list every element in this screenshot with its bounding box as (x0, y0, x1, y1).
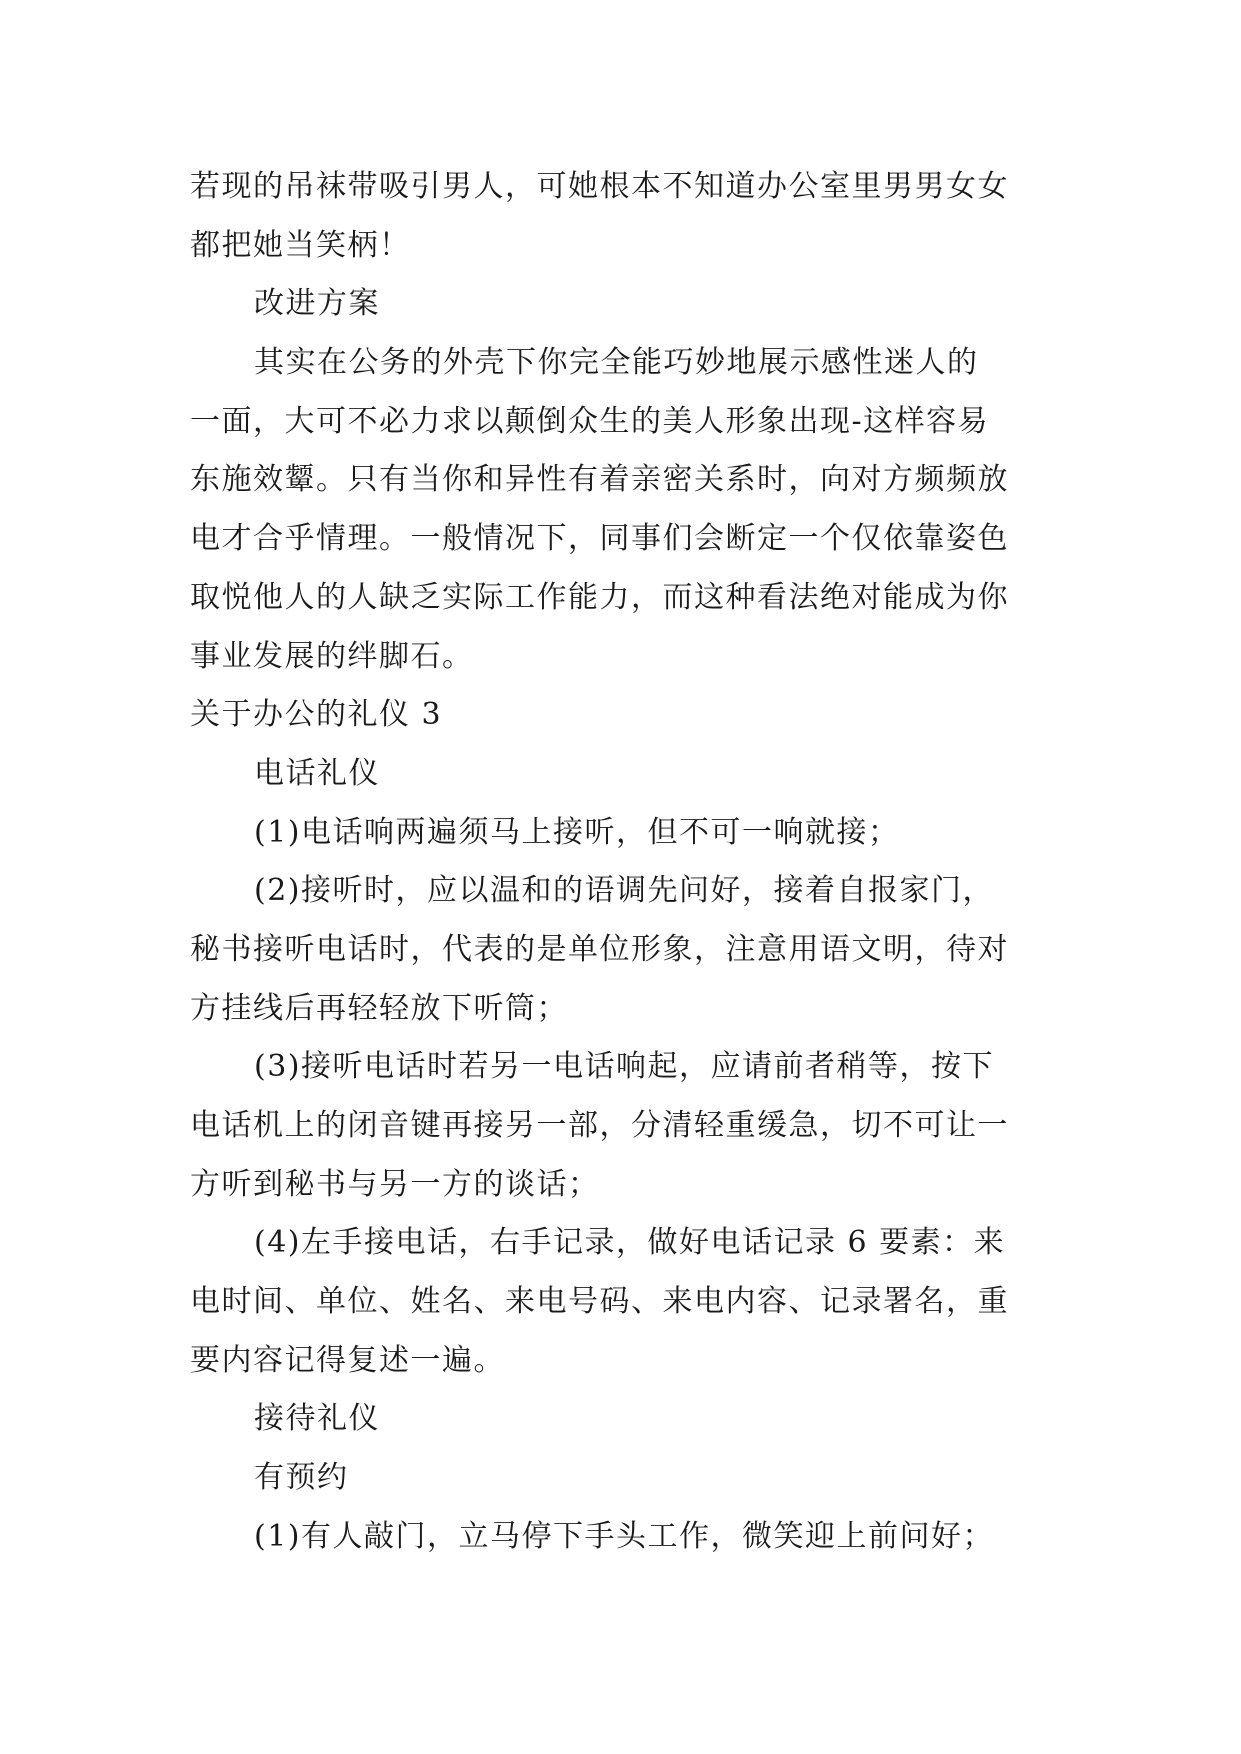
list-item: (3)接听电话时若另一电话响起，应请前者稍等，按下 (254, 1049, 994, 1085)
text-line: 都把她当笑柄！ (190, 227, 411, 263)
text-line: 其实在公务的外壳下你完全能巧妙地展示感性迷人的 (254, 345, 979, 381)
text-line: 电话机上的闭音键再接另一部，分清轻重缓急，切不可让一 (190, 1108, 1009, 1143)
text-line: 一面，大可不必力求以颠倒众生的美人形象出现-这样容易 (190, 403, 990, 439)
list-item: (2)接听时，应以温和的语调先问好，接着自报家门， (254, 873, 994, 909)
subsection-heading: 有预约 (254, 1460, 349, 1496)
document-body (190, 158, 1050, 1567)
list-item: (1)电话响两遍须马上接听，但不可一响就接； (254, 814, 900, 850)
text-line: 东施效颦。只有当你和异性有着亲密关系时，向对方频频放 (190, 462, 1009, 498)
section-heading: 接待礼仪 (254, 1401, 380, 1437)
text-line: 电才合乎情理。一般情况下，同事们会断定一个仅依靠姿色 (190, 521, 1009, 557)
text-line: 电时间、单位、姓名、来电号码、来电内容、记录署名，重 (190, 1284, 1009, 1320)
section-heading: 改进方案 (254, 286, 380, 322)
list-item: (1)有人敲门，立马停下手头工作，微笑迎上前问好； (254, 1518, 994, 1554)
article-title: 关于办公的礼仪 3 (190, 697, 443, 733)
text-line: 秘书接听电话时，代表的是单位形象，注意用语文明，待对 (190, 931, 1009, 967)
text-line: 要内容记得复述一遍。 (190, 1342, 505, 1378)
section-heading: 电话礼仪 (254, 755, 380, 791)
text-line: 方挂线后再轻轻放下听筒； (190, 990, 568, 1026)
list-item: (4)左手接电话，右手记录，做好电话记录 6 要素：来 (254, 1225, 1006, 1261)
text-line: 事业发展的绊脚石。 (190, 638, 474, 674)
text-line: 取悦他人的人缺乏实际工作能力，而这种看法绝对能成为你 (190, 579, 1009, 615)
text-line: 方听到秘书与另一方的谈话； (190, 1166, 600, 1202)
text-line: 若现的吊袜带吸引男人，可她根本不知道办公室里男男女女 (190, 169, 1009, 204)
